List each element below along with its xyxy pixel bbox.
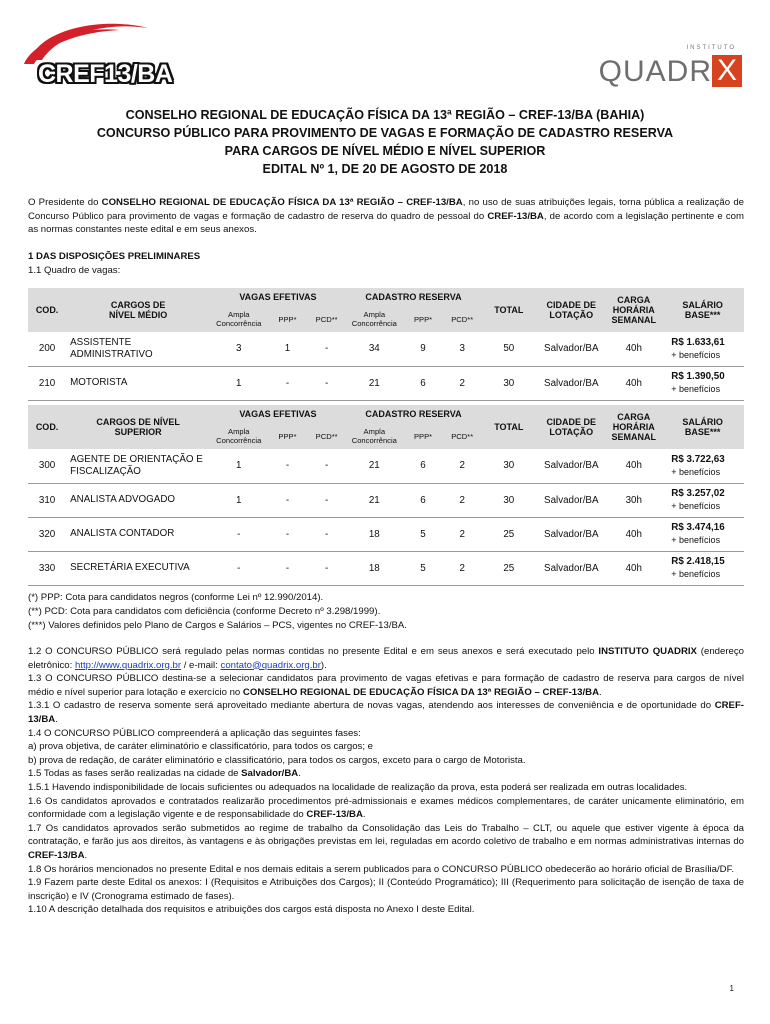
bold-text: CREF-13/BA <box>28 849 85 861</box>
cell-c-ppp: 6 <box>403 449 443 483</box>
cell-cidade: Salvador/BA <box>536 449 606 483</box>
header-total: TOTAL <box>481 288 536 332</box>
cell-c-pcd: 3 <box>443 332 481 366</box>
cell-carga: 40h <box>606 332 661 366</box>
text: O Presidente do <box>28 197 102 208</box>
title-line: EDITAL Nº 1, DE 20 DE AGOSTO DE 2018 <box>262 162 508 176</box>
quadrix-logo <box>572 45 742 90</box>
body-text <box>28 645 744 917</box>
cell-total: 30 <box>481 449 536 483</box>
salario-value: R$ 2.418,15 <box>671 556 725 567</box>
clause-1-4-a: a) prova objetiva, de caráter eliminatório e classificatório, para todos os cargos; e <box>28 741 374 753</box>
cell-v-ppp: - <box>267 366 307 400</box>
header-cargo-label: CARGOS DE NÍVEL SUPERIOR <box>96 417 180 437</box>
salario-value: R$ 1.633,61 <box>671 336 725 348</box>
salario-beneficios: + benefícios <box>671 569 721 579</box>
table-nivel-superior <box>28 405 744 586</box>
cell-cargo: ANALISTA ADVOGADO <box>66 483 210 517</box>
header-cadastro: CADASTRO RESERVA <box>346 288 482 306</box>
cell-salario <box>661 551 744 585</box>
cell-v-ampla: 1 <box>210 449 267 483</box>
cell-cargo: ANALISTA CONTADOR <box>66 517 210 551</box>
header-cod: COD. <box>28 405 66 449</box>
header-ampla: Ampla Concorrência <box>210 423 267 449</box>
header-carga-label: CARGA HORÁRIA SEMANAL <box>611 412 656 442</box>
table-body <box>28 332 744 400</box>
text: 1.3 O CONCURSO PÚBLICO destina-se a selecionar candidatos para provimento de vagas efetivas e para formação de cadastro de reserva para cargos de nível médio e nível superior para lotação e exercício no <box>28 673 744 698</box>
salario-value: R$ 1.390,50 <box>671 371 725 382</box>
note-line: (**) PCD: Cota para candidatos com deficiência (conforme Decreto nº 3.298/1999). <box>28 606 381 617</box>
cell-cod: 210 <box>28 366 66 400</box>
text: 1.7 Os candidatos aprovados serão submetidos ao regime de trabalho da Consolidação das Leis do Trabalho – CLT, ou aquele que estiver vigente à época da contratação, e farão jus aos direitos, às vantagens e às obrigações previstas em lei, reguladas em acordo coletivo de trabalho e em normas administrativas internas do <box>28 822 744 848</box>
salario-value: R$ 3.722,63 <box>671 453 725 465</box>
cell-v-ppp: 1 <box>267 332 307 366</box>
cell-salario <box>661 517 744 551</box>
header-cadastro: CADASTRO RESERVA <box>346 405 482 423</box>
header-pcd: PCD** <box>308 423 346 449</box>
cell-cidade: Salvador/BA <box>536 332 606 366</box>
text: ). <box>320 659 327 671</box>
header-ppp: PPP* <box>403 306 443 332</box>
cell-cargo: MOTORISTA <box>66 366 210 400</box>
cell-c-ppp: 6 <box>403 483 443 517</box>
clause-1-4: 1.4 O CONCURSO PÚBLICO compreenderá a aplicação das seguintes fases: <box>28 727 361 739</box>
text: . <box>362 809 366 821</box>
header-cidade-label: CIDADE DE LOTAÇÃO <box>546 300 597 320</box>
header-vagas: VAGAS EFETIVAS <box>210 405 346 423</box>
text: , no uso de suas atribuições legais, torna pública a realização de Concurso Público para provimento de vagas e formação de cadastro de reserva do quadro de pessoal do <box>28 197 744 222</box>
header-cidade <box>536 405 606 449</box>
table-row <box>28 551 744 585</box>
header-pcd: PCD** <box>443 423 481 449</box>
header-cidade <box>536 288 606 332</box>
header-ppp: PPP* <box>267 423 307 449</box>
quadrix-logo-instituto: INSTITUTO <box>686 45 736 51</box>
text: 1.6 Os candidatos aprovados e contratados realizarão procedimentos pré-admissionais e exames médicos complementares, de caráter unicamente eliminatório, em conformidade com a legislação vigente e de responsabilidade do <box>28 795 744 821</box>
cell-c-pcd: 2 <box>443 366 481 400</box>
clause-1-4-b: b) prova de redação, de caráter eliminatório e classificatório, para todos os cargos, exceto para o cargo de Motorista. <box>28 754 526 766</box>
cell-v-ampla: 1 <box>210 366 267 400</box>
title-line: CONCURSO PÚBLICO PARA PROVIMENTO DE VAGAS E FORMAÇÃO DE CADASTRO RESERVA <box>96 126 674 140</box>
cell-v-pcd: - <box>308 332 346 366</box>
header-salario-label: SALÁRIO BASE*** <box>682 417 723 437</box>
text: , de acordo com a legislação pertinente e com as normas constantes neste edital e em seus anexos. <box>28 210 744 236</box>
document-title <box>0 106 770 178</box>
cell-v-ampla: - <box>210 517 267 551</box>
header-carga-label: CARGA HORÁRIA SEMANAL <box>611 295 656 325</box>
quadrix-email-link[interactable]: contato@quadrix.org.br <box>220 659 321 671</box>
table-row <box>28 366 744 400</box>
header-cargo <box>66 288 210 332</box>
cell-total: 30 <box>481 483 536 517</box>
section-subtitle: 1.1 Quadro de vagas: <box>28 264 121 276</box>
salario-beneficios: + benefícios <box>671 466 721 477</box>
cell-c-ampla: 21 <box>346 483 403 517</box>
table-row <box>28 483 744 517</box>
cell-cargo: SECRETÁRIA EXECUTIVA <box>66 551 210 585</box>
cell-total: 25 <box>481 551 536 585</box>
cell-cod: 320 <box>28 517 66 551</box>
clause-1-10: 1.10 A descrição detalhada dos requisitos e atribuições dos cargos está disposta no Anexo I deste Edital. <box>28 904 475 916</box>
cell-v-pcd: - <box>308 483 346 517</box>
quadrix-website-link[interactable]: http://www.quadrix.org.br <box>74 659 182 671</box>
cref-logo-text: CREF13/BA <box>38 60 173 88</box>
cell-v-ampla: 1 <box>210 483 267 517</box>
cref-logo <box>20 18 173 88</box>
cell-cidade: Salvador/BA <box>536 551 606 585</box>
header-ampla: Ampla Concorrência <box>346 306 403 332</box>
cell-cidade: Salvador/BA <box>536 366 606 400</box>
cell-c-ampla: 21 <box>346 366 403 400</box>
clause-1-7 <box>28 822 744 863</box>
header-total: TOTAL <box>481 405 536 449</box>
cell-v-ppp: - <box>267 517 307 551</box>
cell-cidade: Salvador/BA <box>536 517 606 551</box>
bold-text: CONSELHO REGIONAL DE EDUCAÇÃO FÍSICA DA 13ª REGIÃO – CREF-13/BA <box>101 197 463 208</box>
table-row <box>28 517 744 551</box>
text: . <box>298 768 301 780</box>
salario-beneficios: + benefícios <box>671 349 721 360</box>
cell-carga: 40h <box>606 449 661 483</box>
header-ampla: Ampla Concorrência <box>210 306 267 332</box>
bold-text: Salvador/BA <box>241 768 299 780</box>
note-line: (*) PPP: Cota para candidatos negros (conforme Lei nº 12.990/2014). <box>28 592 324 603</box>
salario-value: R$ 3.257,02 <box>671 488 725 499</box>
bold-text: CREF-13/BA <box>28 700 744 725</box>
cell-c-ppp: 5 <box>403 551 443 585</box>
cell-carga: 40h <box>606 551 661 585</box>
cell-v-pcd: - <box>308 517 346 551</box>
header-pcd: PCD** <box>443 306 481 332</box>
cell-v-ampla: - <box>210 551 267 585</box>
clause-1-5-1: 1.5.1 Havendo indisponibilidade de locais suficientes ou adequados na localidade de realização da prova, esta poderá ser realizada em outras localidades. <box>28 781 688 793</box>
cell-v-ampla: 3 <box>210 332 267 366</box>
cell-v-pcd: - <box>308 449 346 483</box>
clause-1-3 <box>28 672 744 699</box>
text: . <box>84 849 88 861</box>
salario-beneficios: + benefícios <box>671 384 721 394</box>
table-notes <box>28 591 407 633</box>
cell-salario <box>661 483 744 517</box>
header-salario <box>661 405 744 449</box>
clause-1-3-1 <box>28 699 744 726</box>
header-carga <box>606 405 661 449</box>
bold-text: CREF-13/BA <box>306 809 363 821</box>
text: / e-mail: <box>181 659 221 671</box>
cell-c-ppp: 5 <box>403 517 443 551</box>
clause-1-5 <box>28 767 744 781</box>
cell-total: 30 <box>481 366 536 400</box>
header-cargo <box>66 405 210 449</box>
text: . <box>55 713 58 725</box>
cell-cargo: ASSISTENTE ADMINISTRATIVO <box>66 332 210 366</box>
quadrix-logo-x: X <box>712 55 742 87</box>
text: 1.2 O CONCURSO PÚBLICO será regulado pelas normas contidas no presente Edital e em seus anexos e será executado pelo <box>28 646 599 657</box>
cell-carga: 30h <box>606 483 661 517</box>
cell-c-ppp: 9 <box>403 332 443 366</box>
header-ampla: Ampla Concorrência <box>346 423 403 449</box>
cell-cod: 310 <box>28 483 66 517</box>
bold-text: CONSELHO REGIONAL DE EDUCAÇÃO FÍSICA DA 13ª REGIÃO – CREF-13/BA <box>242 686 599 698</box>
cell-v-pcd: - <box>308 366 346 400</box>
cell-c-pcd: 2 <box>443 517 481 551</box>
table-row <box>28 449 744 483</box>
cell-c-ampla: 21 <box>346 449 403 483</box>
cell-v-ppp: - <box>267 483 307 517</box>
header-ppp: PPP* <box>267 306 307 332</box>
title-line: PARA CARGOS DE NÍVEL MÉDIO E NÍVEL SUPERIOR <box>224 144 546 158</box>
title-line: CONSELHO REGIONAL DE EDUCAÇÃO FÍSICA DA 13ª REGIÃO – CREF-13/BA (BAHIA) <box>125 108 645 122</box>
salario-beneficios: + benefícios <box>671 501 721 511</box>
cell-cod: 330 <box>28 551 66 585</box>
intro-paragraph <box>28 196 744 237</box>
cell-c-pcd: 2 <box>443 483 481 517</box>
cell-c-ampla: 18 <box>346 517 403 551</box>
cell-c-pcd: 2 <box>443 449 481 483</box>
clause-1-6 <box>28 795 744 822</box>
cell-v-ppp: - <box>267 449 307 483</box>
page-number: 1 <box>729 984 734 993</box>
text: (endereço eletrônico: <box>28 646 744 671</box>
header-cargo-label: CARGOS DE NÍVEL MÉDIO <box>108 300 168 320</box>
header-ppp: PPP* <box>403 423 443 449</box>
cell-c-ppp: 6 <box>403 366 443 400</box>
cell-salario <box>661 366 744 400</box>
cell-cod: 200 <box>28 332 66 366</box>
cell-c-ampla: 18 <box>346 551 403 585</box>
cell-c-ampla: 34 <box>346 332 403 366</box>
section-heading <box>28 250 744 277</box>
cell-cidade: Salvador/BA <box>536 483 606 517</box>
header-salario <box>661 288 744 332</box>
bold-text: CREF-13/BA <box>487 210 544 222</box>
cell-cod: 300 <box>28 449 66 483</box>
header-cod: COD. <box>28 288 66 332</box>
text: 1.5 Todas as fases serão realizadas na cidade de <box>28 768 242 780</box>
text: 1.3.1 O cadastro de reserva somente será aproveitado mediante abertura de novas vagas, atendendo aos interesses de conveniência e de oportunidade do <box>28 700 715 712</box>
header-carga <box>606 288 661 332</box>
clause-1-2 <box>28 645 744 672</box>
cell-carga: 40h <box>606 517 661 551</box>
clause-1-9: 1.9 Fazem parte deste Edital os anexos: I (Requisitos e Atribuições dos Cargos); II (Conteúdo Programático); III (Requerimento para solicitação de isenção de taxa de inscrição) e IV (Cronograma estimado de fases). <box>28 877 744 902</box>
header-cidade-label: CIDADE DE LOTAÇÃO <box>546 417 597 437</box>
cell-v-ppp: - <box>267 551 307 585</box>
cell-v-pcd: - <box>308 551 346 585</box>
header-vagas: VAGAS EFETIVAS <box>210 288 346 306</box>
header-pcd: PCD** <box>308 306 346 332</box>
cell-total: 25 <box>481 517 536 551</box>
header-salario-label: SALÁRIO BASE*** <box>682 300 723 320</box>
note-line: (***) Valores definidos pelo Plano de Cargos e Salários – PCS, vigentes no CREF-13/BA. <box>28 620 407 631</box>
cell-salario <box>661 449 744 483</box>
table-row <box>28 332 744 366</box>
table-body <box>28 449 744 585</box>
salario-value: R$ 3.474,16 <box>671 522 725 533</box>
section-title: 1 DAS DISPOSIÇÕES PRELIMINARES <box>28 251 201 262</box>
cell-cargo: AGENTE DE ORIENTAÇÃO E FISCALIZAÇÃO <box>66 449 210 483</box>
quadrix-logo-word: QUADR <box>598 55 712 88</box>
cell-carga: 40h <box>606 366 661 400</box>
bold-text: INSTITUTO QUADRIX <box>598 646 697 657</box>
clause-1-8: 1.8 Os horários mencionados no presente Edital e nos demais editais a serem publicados para o CONCURSO PÚBLICO obedecerão ao horário oficial de Brasília/DF. <box>28 863 735 875</box>
salario-beneficios: + benefícios <box>671 535 721 545</box>
cell-c-pcd: 2 <box>443 551 481 585</box>
cell-total: 50 <box>481 332 536 366</box>
cell-salario <box>661 332 744 366</box>
text: . <box>599 686 602 698</box>
table-nivel-medio <box>28 288 744 401</box>
